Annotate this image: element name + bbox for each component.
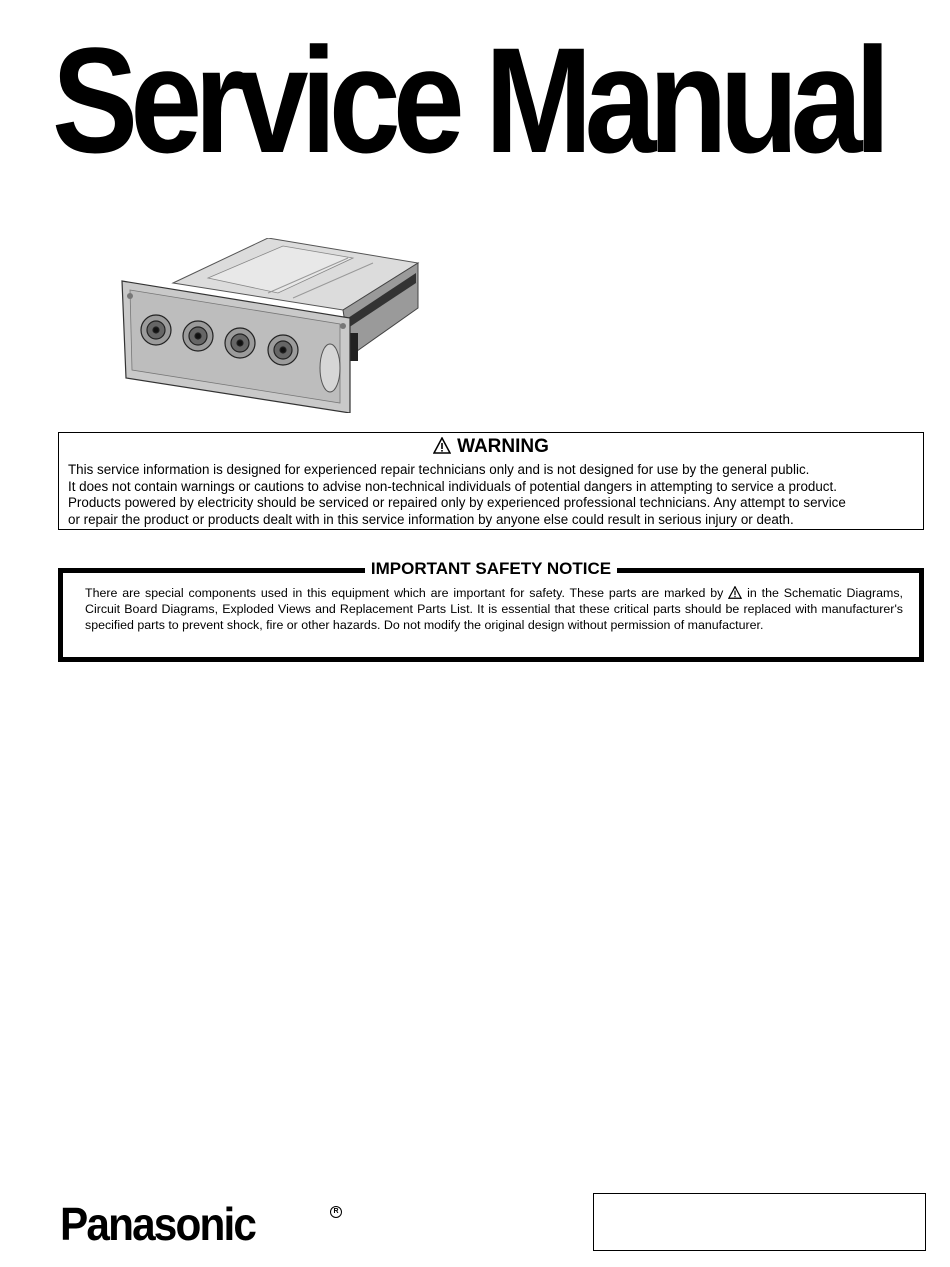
warning-line: It does not contain warnings or cautions to advise non-technical individuals of potential dangers in attempting to service a product.: [68, 478, 837, 494]
registered-mark-icon: R: [330, 1206, 342, 1218]
warning-line: This service information is designed for experienced repair technicians only and is not designed for use by the general public.: [68, 462, 810, 477]
warning-box: [58, 432, 924, 530]
brand-logo: Panasonic: [60, 1198, 256, 1250]
warning-heading-label: WARNING: [457, 436, 549, 457]
warning-triangle-icon: [728, 586, 742, 599]
safety-text-part-1: There are special components used in this equipment which are important for safety. These parts are marked by: [85, 586, 724, 600]
page-title: Service Manual: [52, 16, 883, 184]
safety-notice-text: [85, 585, 903, 633]
model-number-box: [593, 1193, 926, 1251]
warning-triangle-icon: [433, 437, 451, 454]
safety-notice-heading-label: IMPORTANT SAFETY NOTICE: [365, 559, 617, 578]
safety-notice-heading: [63, 558, 919, 580]
product-image: [118, 238, 428, 413]
warning-heading: [59, 436, 923, 458]
safety-text-part-2: in the Schematic Diagrams, Circuit Board Diagrams, Exploded Views and Replacement Parts List. It is essential that these critical parts should be replaced with manufacturer's specified parts to prevent shock, fire or other hazards. Do not modify the original design without permission of manufacturer.: [85, 586, 903, 632]
warning-text: [68, 462, 928, 528]
safety-notice-box: [58, 559, 924, 662]
warning-line: or repair the product or products dealt with in this service information by anyone else could result in serious injury or death.: [68, 511, 794, 527]
warning-line: Products powered by electricity should be serviced or repaired only by experienced professional technicians. Any attempt to service: [68, 495, 846, 511]
